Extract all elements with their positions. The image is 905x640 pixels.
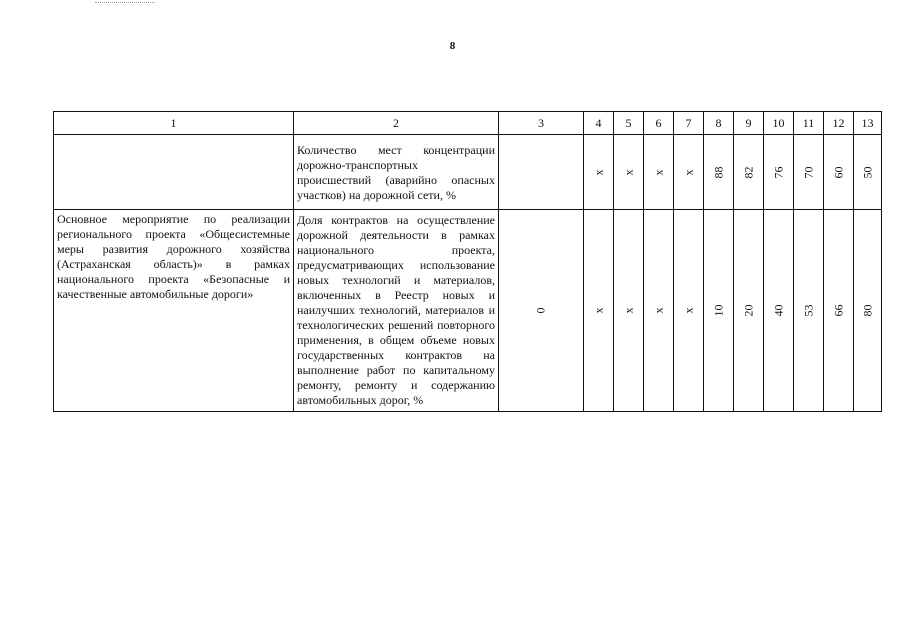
measure-text <box>54 170 293 174</box>
header-cell: 11 <box>794 112 824 135</box>
value-cell <box>764 135 794 210</box>
value-cell <box>824 210 854 412</box>
header-cell: 13 <box>854 112 882 135</box>
value-text: х <box>651 169 665 175</box>
header-cell: 9 <box>734 112 764 135</box>
indicator-text: Доля контрактов на осуществление дорожной деятельности в рамках национального проекта, предусматривающих использование новых технологий и материалов, включенных в Реестр новых и наилучших технологий, материалов и технологических решений повторного применения, в общем объеме новых государственных контрактов на выполнение работ по капитальному ремонту, ремонту и содержанию автомобильных дорог, % <box>297 213 495 407</box>
value-cell <box>704 210 734 412</box>
header-cell: 4 <box>584 112 614 135</box>
value-text: 50 <box>860 166 874 178</box>
base-value-cell <box>499 135 584 210</box>
value-text: х <box>591 307 605 314</box>
value-text: х <box>681 307 695 314</box>
measure-cell <box>54 135 294 210</box>
measure-cell <box>54 210 294 412</box>
value-cell <box>764 210 794 412</box>
value-text: 66 <box>831 304 845 317</box>
header-cell: 7 <box>674 112 704 135</box>
value-cell <box>824 135 854 210</box>
header-cell: 6 <box>644 112 674 135</box>
value-cell <box>614 210 644 412</box>
value-text: 82 <box>741 166 755 178</box>
value-text: 70 <box>801 166 815 178</box>
value-cell <box>584 210 614 412</box>
table-row <box>54 135 882 210</box>
page-number: 8 <box>449 40 456 52</box>
base-value-cell <box>499 210 584 412</box>
header-cell: 12 <box>824 112 854 135</box>
value-cell <box>854 135 882 210</box>
indicators-table <box>53 111 882 412</box>
value-text: 88 <box>711 166 725 178</box>
value-text: 60 <box>831 166 845 178</box>
value-text: 76 <box>771 166 785 178</box>
value-cell <box>674 135 704 210</box>
base-value: 0 <box>533 307 548 314</box>
scan-artifact <box>95 2 155 6</box>
value-cell <box>584 135 614 210</box>
header-cell: 3 <box>499 112 584 135</box>
indicator-cell <box>294 135 499 210</box>
value-cell <box>644 210 674 412</box>
value-text: 53 <box>801 304 815 317</box>
value-cell <box>854 210 882 412</box>
measure-text: Основное мероприятие по реализации регионального проекта «Общесистемные меры развития дорожного хозяйства (Астраханская область)» в рамках национального проекта «Безопасные и качественные автомобильные дороги» <box>57 212 290 301</box>
value-cell <box>674 210 704 412</box>
value-cell <box>614 135 644 210</box>
value-cell <box>794 135 824 210</box>
value-text: х <box>591 169 605 175</box>
value-text: 10 <box>711 304 725 317</box>
value-cell <box>704 135 734 210</box>
indicator-cell <box>294 210 499 412</box>
indicator-text: Количество мест концентрации дорожно-транспортных происшествий (аварийно опасных участков) на дорожной сети, % <box>297 142 495 202</box>
value-text: 40 <box>771 304 785 317</box>
header-cell: 2 <box>294 112 499 135</box>
value-text: х <box>621 307 635 314</box>
value-cell <box>734 135 764 210</box>
header-cell: 10 <box>764 112 794 135</box>
value-text: х <box>621 169 635 175</box>
value-text: 20 <box>741 304 755 317</box>
table-row <box>54 210 882 412</box>
table-header-row <box>54 112 882 135</box>
header-cell: 1 <box>54 112 294 135</box>
value-text: х <box>651 307 665 314</box>
value-cell <box>644 135 674 210</box>
header-cell: 8 <box>704 112 734 135</box>
value-cell <box>734 210 764 412</box>
value-text: х <box>681 169 695 175</box>
header-cell: 5 <box>614 112 644 135</box>
value-text: 80 <box>860 304 874 317</box>
value-cell <box>794 210 824 412</box>
